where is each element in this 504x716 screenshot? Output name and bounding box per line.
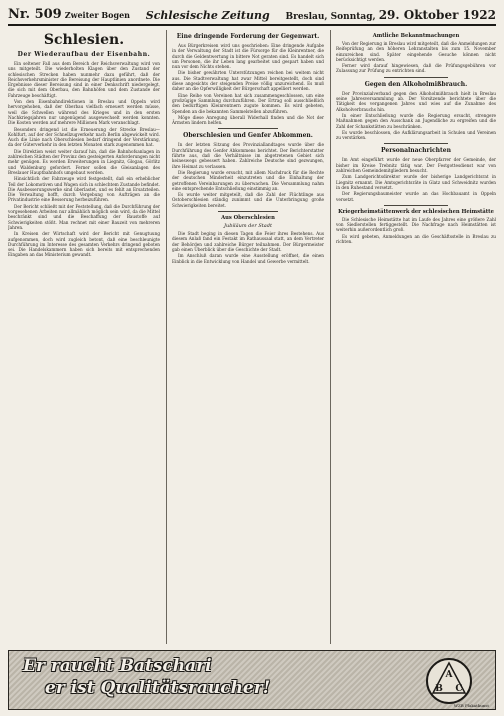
masthead-left bbox=[8, 7, 130, 22]
masthead-right bbox=[285, 8, 496, 22]
paper-name: Schlesische Zeitung bbox=[145, 9, 270, 22]
article-body bbox=[172, 231, 324, 264]
paragraph: Ferner wird darauf hingewiesen, daß die Prüfungsgebühren vor Zulassung zur Prüfung zu entrichten sind. bbox=[336, 63, 496, 74]
paragraph: Der Provinzialverband gegen den Alkoholmißbrauch hielt in Breslau seine Jahresversammlung ab. Der Vorsitzende berichtete über die Tätigkeit des vergangenen Jahres und wies auf die Zunahme des Alkoholverbrauchs hin. bbox=[336, 90, 496, 112]
ad-credit: WZB Plakatkunst bbox=[453, 703, 489, 708]
column-3 bbox=[336, 30, 496, 646]
paragraph: In der letzten Sitzung des Provinziallandtages wurde über die Durchführung des Genfer Abkommens berichtet. Der Berichterstatter führte aus, daß die Verhältnisse im abgetretenen Gebiet sich keineswegs gebessert haben. Zahlreiche Deutsche sind gezwungen, ihre Heimat zu verlassen. bbox=[172, 142, 324, 169]
paragraph: Eine Reihe von Vereinen hat sich zusammengeschlossen, um eine großzügige Sammlung durchzuführen. Der Ertrag soll ausschließlich den bedürftigen Kleinrentnern zugute kommen. Es wird gebeten, Spenden an die bekannten Sammelstellen abzuführen. bbox=[172, 92, 324, 114]
article-body bbox=[336, 217, 496, 244]
article-body bbox=[336, 157, 496, 201]
article-body bbox=[336, 91, 496, 141]
issue-number: Nr. 509 bbox=[8, 7, 62, 22]
article-separator bbox=[218, 211, 279, 212]
article-title: Personalnachrichten bbox=[381, 147, 451, 155]
masthead bbox=[8, 6, 496, 26]
paragraph: Die Regierung wurde ersucht, mit allem Nachdruck für die Rechte der deutschen Minderheit einzutreten und die Einhaltung der getroffenen Vereinbarungen zu überwachen. Die Versammlung nahm eine entsprechende Entschließung einstimmig an. bbox=[172, 169, 324, 191]
dateline-city: Breslau, Sonntag, bbox=[285, 12, 376, 22]
column-2 bbox=[172, 30, 324, 646]
column-rule bbox=[166, 30, 167, 644]
article-subtitle: Jubiläum der Stadt bbox=[224, 223, 272, 230]
logo-letter-c: C bbox=[455, 684, 463, 694]
article-separator bbox=[384, 205, 448, 206]
ad-slogan-line-1: Er raucht Batschari bbox=[23, 656, 212, 676]
article-title: Gegen den Alkoholmißbrauch. bbox=[364, 80, 468, 88]
article-body bbox=[172, 43, 324, 125]
paragraph: Besonders dringend ist die Erneuerung der Strecke Breslau—Kohlfurt, auf der der Schnellzugverkehr nach Berlin abgewickelt wird. Auch die Linie nach Oberschlesien bedarf dringend der Verstärkung, da der Güterverkehr in den letzten Monaten stark zugenommen hat. bbox=[8, 126, 160, 148]
paragraph: Der Bericht schließt mit der Feststellung, daß die Durchführung der vorgesehenen Arbeiten nur allmählich möglich sein wird, da die Mittel beschränkt sind und die Beschaffung der Baustoffe auf Schwierigkeiten stößt. Man rechnet mit einer Bauzeit von mehreren Jahren. bbox=[8, 203, 160, 230]
article-title: Kriegerheimstättenwerk der schlesischen Heimstätte bbox=[338, 208, 494, 215]
paragraph: Die Stadt beging in diesen Tagen die Feier ihres Bestehens. Aus diesem Anlaß fand ein Festakt im Rathaussaal statt, an dem Vertreter der Behörden und zahlreiche Bürger teilnahmen. Der Bürgermeister gab einen Überblick über die Geschichte der Stadt. bbox=[172, 231, 324, 252]
paragraph: Von den Eisenbahndirektionen in Breslau und Oppeln wird hervorgehoben, daß der Oberbau vielfach erneuert werden müsse, weil die Schwellen während des Krieges und in den ersten Nachkriegsjahren nur ungenügend ausgewechselt werden konnten. Die Kosten werden auf mehrere Millionen Mark veranschlagt. bbox=[8, 99, 160, 126]
paragraph: In Kreisen der Wirtschaft wird der Bericht mit Genugtuung aufgenommen, doch wird zugleich betont, daß eine beschleunigte Durchführung im Interesse des gesamten Verkehrs dringend geboten sei. Die Handelskammern haben sich bereits mit entsprechenden Eingaben an das Ministerium gewandt. bbox=[8, 231, 160, 258]
paragraph: Es wurde weiter mitgeteilt, daß die Zahl der Flüchtlinge aus Ostoberschlesien ständig zunimmt und die Unterbringung große Schwierigkeiten bereitet. bbox=[172, 192, 324, 208]
article-title: Eine dringende Forderung der Gegenwart. bbox=[176, 33, 320, 40]
paragraph: Im Anschluß daran wurde eine Ausstellung eröffnet, die einen Einblick in die Entwicklung von Handel und Gewerbe vermittelt. bbox=[172, 253, 324, 264]
paragraph: Aus Bürgerkreisen wird uns geschrieben: Eine dringende Aufgabe in der Verwaltung der Stadt ist die Fürsorge für die Kleinrentner, die durch die Geldentwertung in bittere Not geraten sind. Es handelt sich um Personen, die ihr Leben lang gearbeitet und gespart haben und nun vor dem Nichts stehen. bbox=[172, 43, 324, 70]
section-headline: Schlesien. bbox=[43, 32, 125, 48]
paragraph: Es wurde beschlossen, die Aufklärungsarbeit in Schulen und Vereinen zu verstärken. bbox=[336, 129, 496, 141]
issue-sheet: Zweiter Bogen bbox=[64, 10, 130, 20]
column-rule bbox=[330, 30, 331, 644]
article-separator bbox=[384, 77, 448, 78]
paragraph: Von der Regierung in Breslau wird mitgeteilt, daß die Anmeldungen zur Reifeprüfung an den höheren Lehranstalten bis zum 15. November einzureichen sind. Später eingehende Gesuche können nicht berücksichtigt werden. bbox=[336, 41, 496, 62]
paragraph: Der Regierungsbaumeister wurde an das Hochbauamt in Oppeln versetzt. bbox=[336, 191, 496, 202]
ad-slogan bbox=[23, 655, 403, 699]
article-body bbox=[8, 61, 160, 258]
paragraph: Es wird gebeten, Anmeldungen an die Geschäftsstelle in Breslau zu richten. bbox=[336, 233, 496, 245]
paragraph: Zum Landgerichtsdirektor wurde der bisherige Landgerichtsrat in Liegnitz ernannt. Die Amtsgerichtsräte in Glatz und Schweidnitz wurden in den Ruhestand versetzt. bbox=[336, 174, 496, 190]
paragraph: Ein seltener Fall aus dem Bereich der Reichsverwaltung wird von uns mitgeteilt. Die wiederholten Klagen über den Zustand der schlesischen Strecken haben nunmehr dazu geführt, daß der Reichsverkehrsminister die Bereisung der Hauptlinien anordnete. Die Ergebnisse dieser Bereisung sind in einer Denkschrift niedergelegt, die sich mit dem Oberbau, den Bahnhöfen und dem Zustande der Fahrzeuge beschäftigt. bbox=[8, 61, 160, 98]
article-title: Aus Oberschlesien bbox=[221, 215, 275, 222]
article-separator bbox=[218, 128, 279, 129]
advertisement-banner bbox=[8, 650, 496, 710]
logo-letter-b: B bbox=[435, 684, 443, 694]
logo-letter-a: A bbox=[445, 670, 453, 680]
column-1 bbox=[8, 30, 160, 646]
paragraph: Hinsichtlich der Fahrzeuge wird festgestellt, daß ein erheblicher Teil der Lokomotiven und Wagen sich in schlechtem Zustande befindet. Die Ausbesserungswerke sind überlastet, und es fehlt an Ersatzteilen. Die Verwaltung hofft, durch Vergebung von Aufträgen an die Privatindustrie eine Besserung herbeizuführen. bbox=[8, 176, 160, 203]
paragraph: Die Direktion weist weiter darauf hin, daß die Bahnhofsanlagen in zahlreichen Städten der Provinz den gesteigerten Anforderungen nicht mehr genügen. Es werden Erweiterungen in Liegnitz, Glogau, Görlitz und Waldenburg gefordert. Ferner sollen die Gleisanlagen des Breslauer Hauptbahnhofs umgebaut werden. bbox=[8, 148, 160, 175]
article-title: Amtliche Bekanntmachungen bbox=[372, 33, 460, 39]
article-title: Der Wiederaufbau der Eisenbahn. bbox=[17, 51, 151, 58]
paragraph: In einer Entschließung wurde die Regierung ersucht, strengere Maßnahmen gegen den Ausschank an Jugendliche zu ergreifen und die Zahl der Schankstätten zu beschränken. bbox=[336, 112, 496, 129]
dateline-date: 29. Oktober 1922 bbox=[378, 8, 496, 22]
article-body bbox=[336, 41, 496, 74]
article-body bbox=[172, 142, 324, 208]
article-separator bbox=[384, 143, 448, 144]
paragraph: Im Amt eingeführt wurde der neue Oberpfarrer der Gemeinde, der bisher im Kreise Trebnitz tätig war. Der Festgottesdienst war von zahlreichen Gemeindemitgliedern besucht. bbox=[336, 157, 496, 174]
paragraph: Die Schlesische Heimstätte hat im Laufe des Jahres eine größere Zahl von Siedlerstellen fertiggestellt. Die Nachfrage nach Heimstätten ist weiterhin außerordentlich groß. bbox=[336, 216, 496, 233]
paragraph: Die bisher gewährten Unterstützungen reichen bei weitem nicht aus. Die Stadtverwaltung hat zwar Mittel bereitgestellt, doch sind diese angesichts der steigenden Preise völlig unzureichend. Es muß daher an die Opferwilligkeit der Bürgerschaft appelliert werden. bbox=[172, 70, 324, 92]
paragraph: Möge diese Anregung überall Widerhall finden und die Not der Ärmsten lindern helfen. bbox=[172, 114, 324, 126]
article-title: Oberschlesien und Genfer Abkommen. bbox=[183, 132, 313, 140]
ad-slogan-line-2: er ist Qualitätsraucher! bbox=[45, 678, 271, 698]
brand-logo-icon bbox=[425, 657, 473, 705]
